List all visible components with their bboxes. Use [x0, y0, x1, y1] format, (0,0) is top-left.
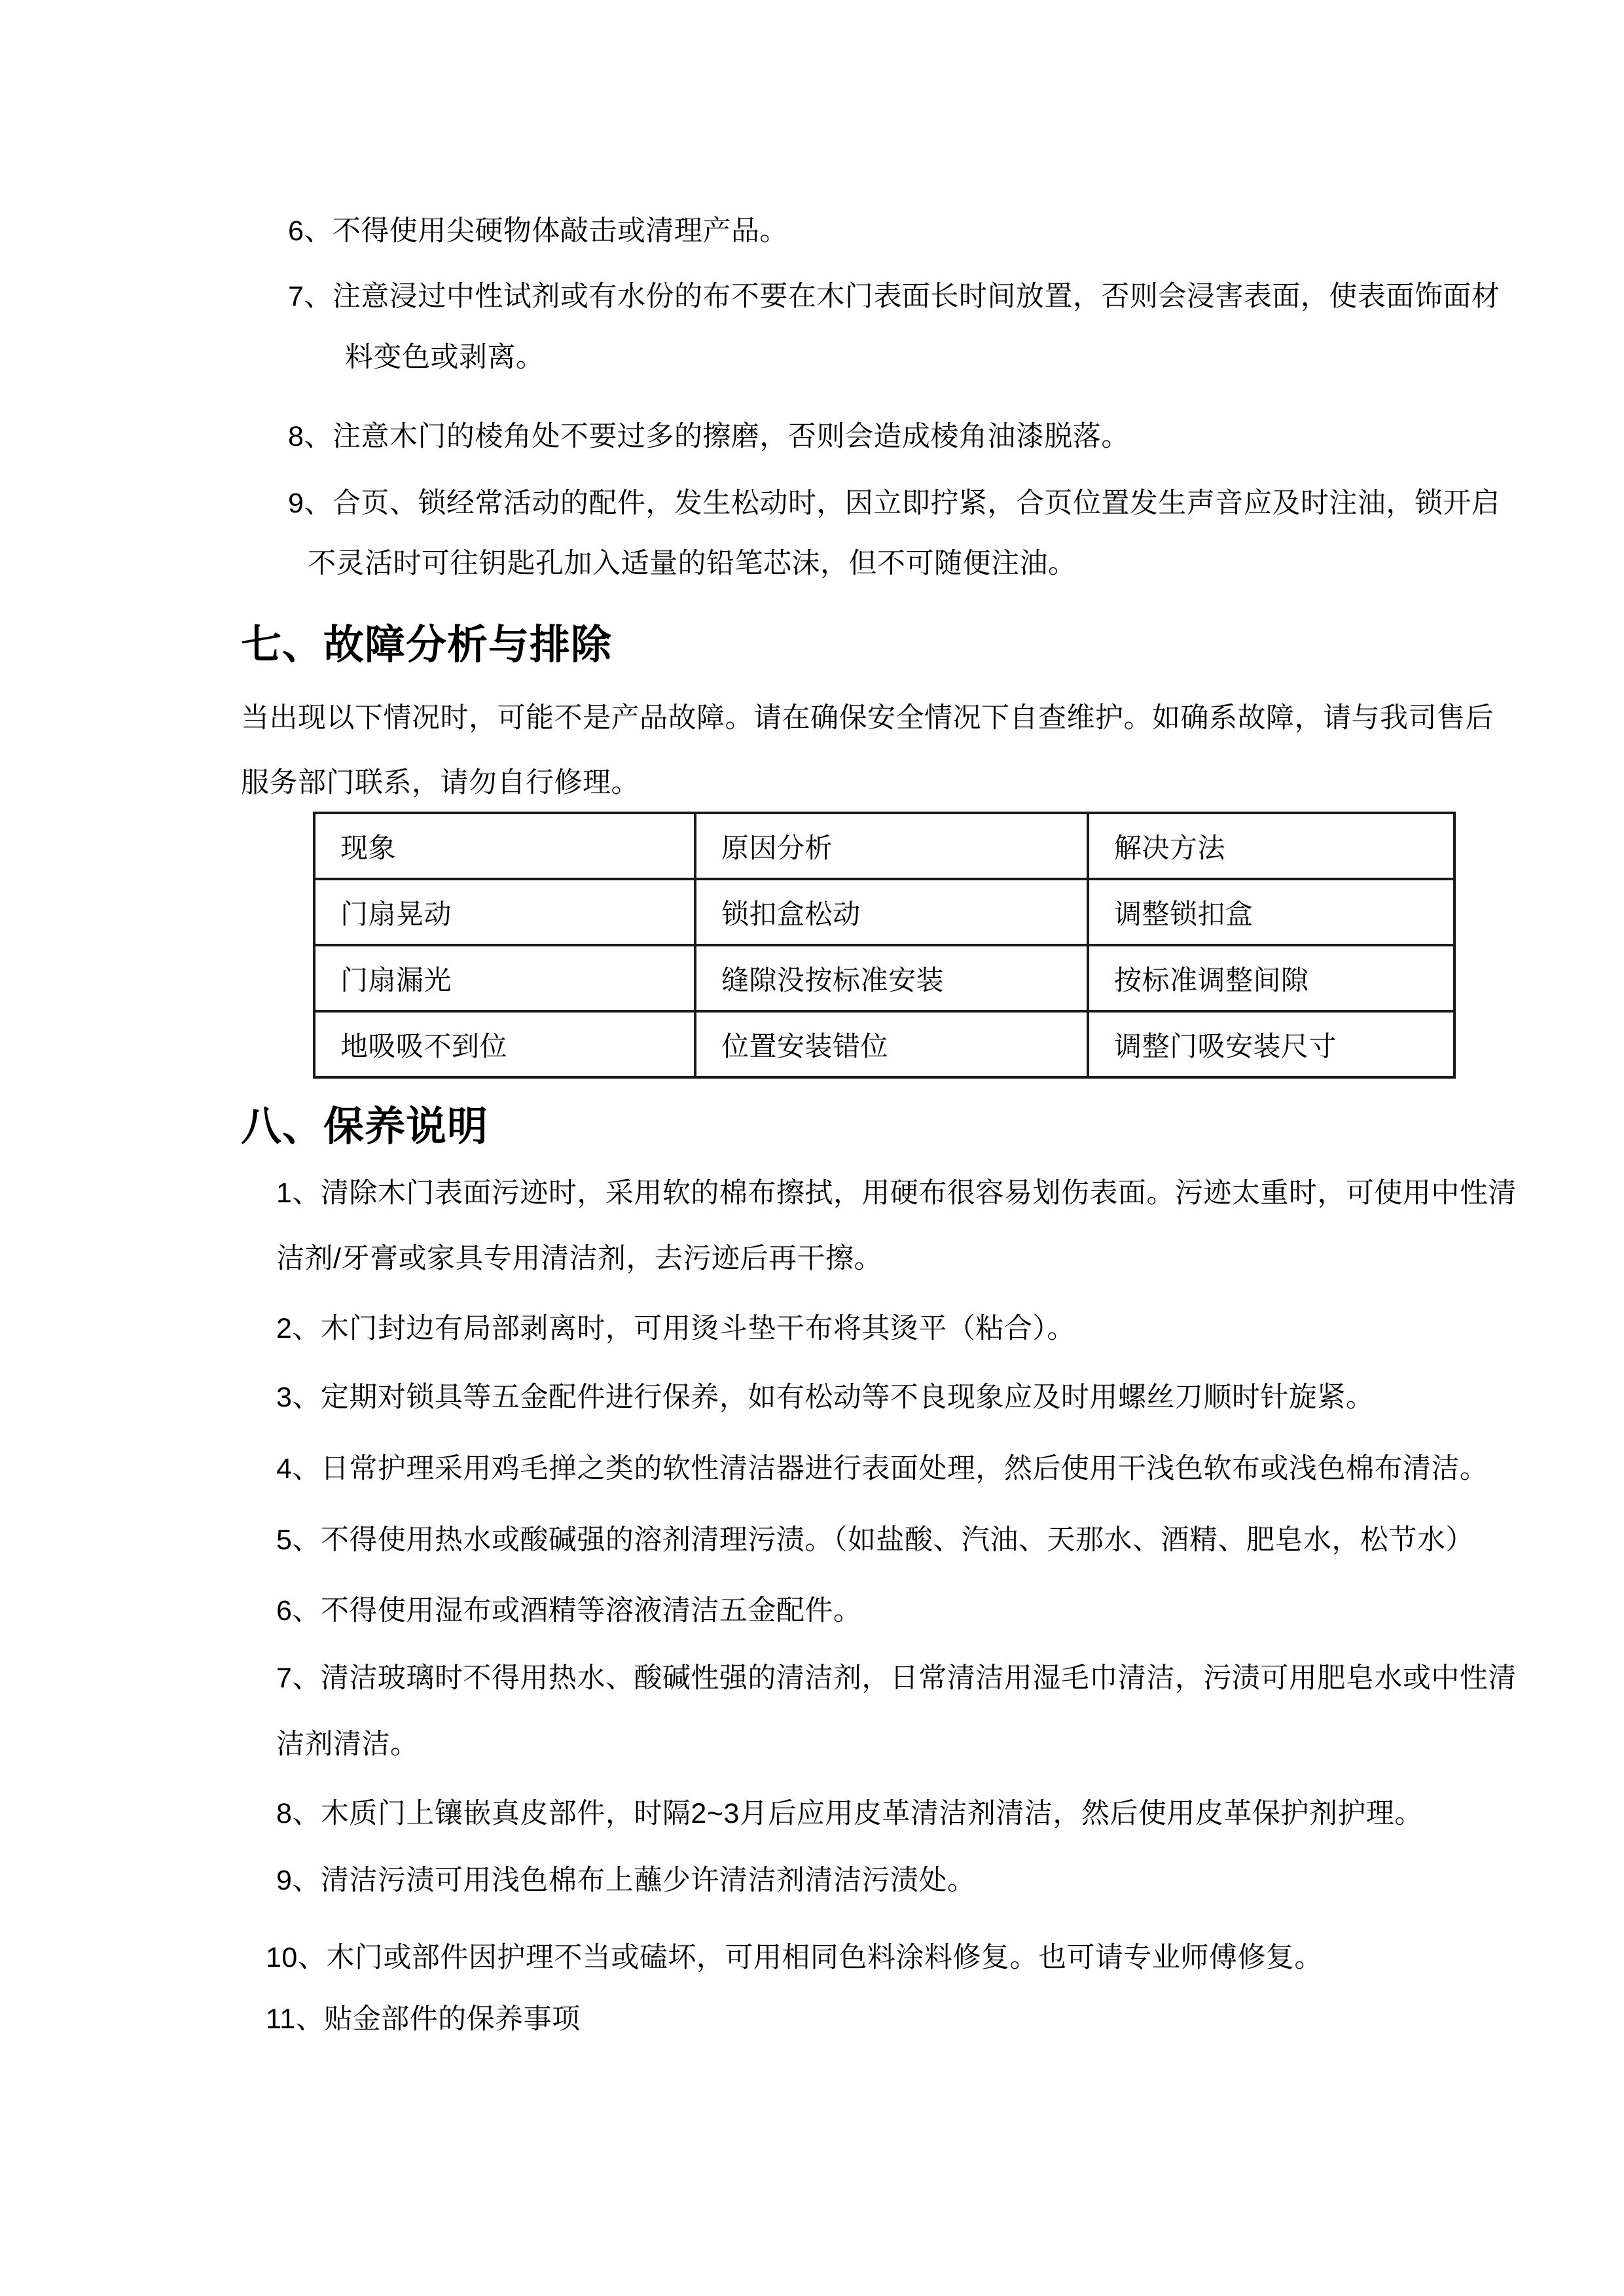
- table-cell: 调整门吸安装尺寸: [1088, 1011, 1454, 1077]
- list-item-8: 8、注意木门的棱角处不要过多的擦磨，否则会造成棱角油漆脱落。: [288, 421, 1130, 452]
- care-item-1-line-1: 1、清除木门表面污迹时，采用软的棉布擦拭，用硬布很容易划伤表面。污迹太重时，可使用中性清: [276, 1177, 1517, 1209]
- table-cell: 缝隙没按标准安装: [695, 945, 1088, 1011]
- care-item-11: 11、贴金部件的保养事项: [266, 2003, 581, 2035]
- list-item-7-line-2: 料变色或剥离。: [345, 342, 545, 373]
- troubleshooting-table: [313, 812, 1456, 1079]
- list-item-9-line-1: 9、合页、锁经常活动的配件，发生松动时，因立即拧紧，合页位置发生声音应及时注油，锁开启: [288, 488, 1500, 519]
- table-cell: 门扇漏光: [314, 945, 695, 1011]
- care-item-10: 10、木门或部件因护理不当或磕坏，可用相同色料涂料修复。也可请专业师傅修复。: [266, 1942, 1323, 1973]
- table-header-phenomenon: 现象: [314, 813, 695, 879]
- list-item-6: 6、不得使用尖硬物体敲击或清理产品。: [288, 215, 788, 247]
- table-row: [314, 945, 1454, 1011]
- care-item-2: 2、木门封边有局部剥离时，可用烫斗垫干布将其烫平（粘合）。: [276, 1313, 1075, 1344]
- care-item-5: 5、不得使用热水或酸碱强的溶剂清理污渍。（如盐酸、汽油、天那水、酒精、肥皂水，松节水）: [276, 1524, 1474, 1556]
- table-cell: 锁扣盒松动: [695, 879, 1088, 945]
- care-item-7-line-1: 7、清洁玻璃时不得用热水、酸碱性强的清洁剂，日常清洁用湿毛巾清洁，污渍可用肥皂水或中性清: [276, 1662, 1517, 1694]
- care-item-1-line-2: 洁剂/牙膏或家具专用清洁剂，去污迹后再干擦。: [276, 1243, 882, 1274]
- list-item-9-line-2: 不灵活时可往钥匙孔加入适量的铅笔芯沫，但不可随便注油。: [308, 548, 1077, 579]
- table-cell: 位置安装错位: [695, 1011, 1088, 1077]
- table-cell: 按标准调整间隙: [1088, 945, 1454, 1011]
- care-item-3: 3、定期对锁具等五金配件进行保养，如有松动等不良现象应及时用螺丝刀顺时针旋紧。: [276, 1382, 1375, 1413]
- table-cell: 地吸吸不到位: [314, 1011, 695, 1077]
- table-header-cause: 原因分析: [695, 813, 1088, 879]
- table-cell: 门扇晃动: [314, 879, 695, 945]
- section-heading-maintenance: 八、保养说明: [241, 1104, 489, 1149]
- table-header-solution: 解决方法: [1088, 813, 1454, 879]
- care-item-7-line-2: 洁剂清洁。: [276, 1729, 419, 1760]
- table-cell: 调整锁扣盒: [1088, 879, 1454, 945]
- table-header-row: [314, 813, 1454, 879]
- care-item-8: 8、木质门上镶嵌真皮部件，时隔2~3月后应用皮革清洁剂清洁，然后使用皮革保护剂护理。: [276, 1798, 1423, 1829]
- care-item-4: 4、日常护理采用鸡毛掸之类的软性清洁器进行表面处理，然后使用干浅色软布或浅色棉布清洁。: [276, 1453, 1489, 1484]
- intro-paragraph-line-2: 服务部门联系，请勿自行修理。: [241, 767, 640, 798]
- table-row: [314, 1011, 1454, 1077]
- care-item-9: 9、清洁污渍可用浅色棉布上蘸少许清洁剂清洁污渍处。: [276, 1865, 976, 1896]
- list-item-7-line-1: 7、注意浸过中性试剂或有水份的布不要在木门表面长时间放置，否则会浸害表面，使表面饰面材: [288, 281, 1500, 312]
- table-row: [314, 879, 1454, 945]
- care-item-6: 6、不得使用湿布或酒精等溶液清洁五金配件。: [276, 1595, 862, 1626]
- section-heading-fault-analysis: 七、故障分析与排除: [241, 622, 613, 668]
- intro-paragraph-line-1: 当出现以下情况时，可能不是产品故障。请在确保安全情况下自查维护。如确系故障，请与我司售后: [241, 702, 1494, 734]
